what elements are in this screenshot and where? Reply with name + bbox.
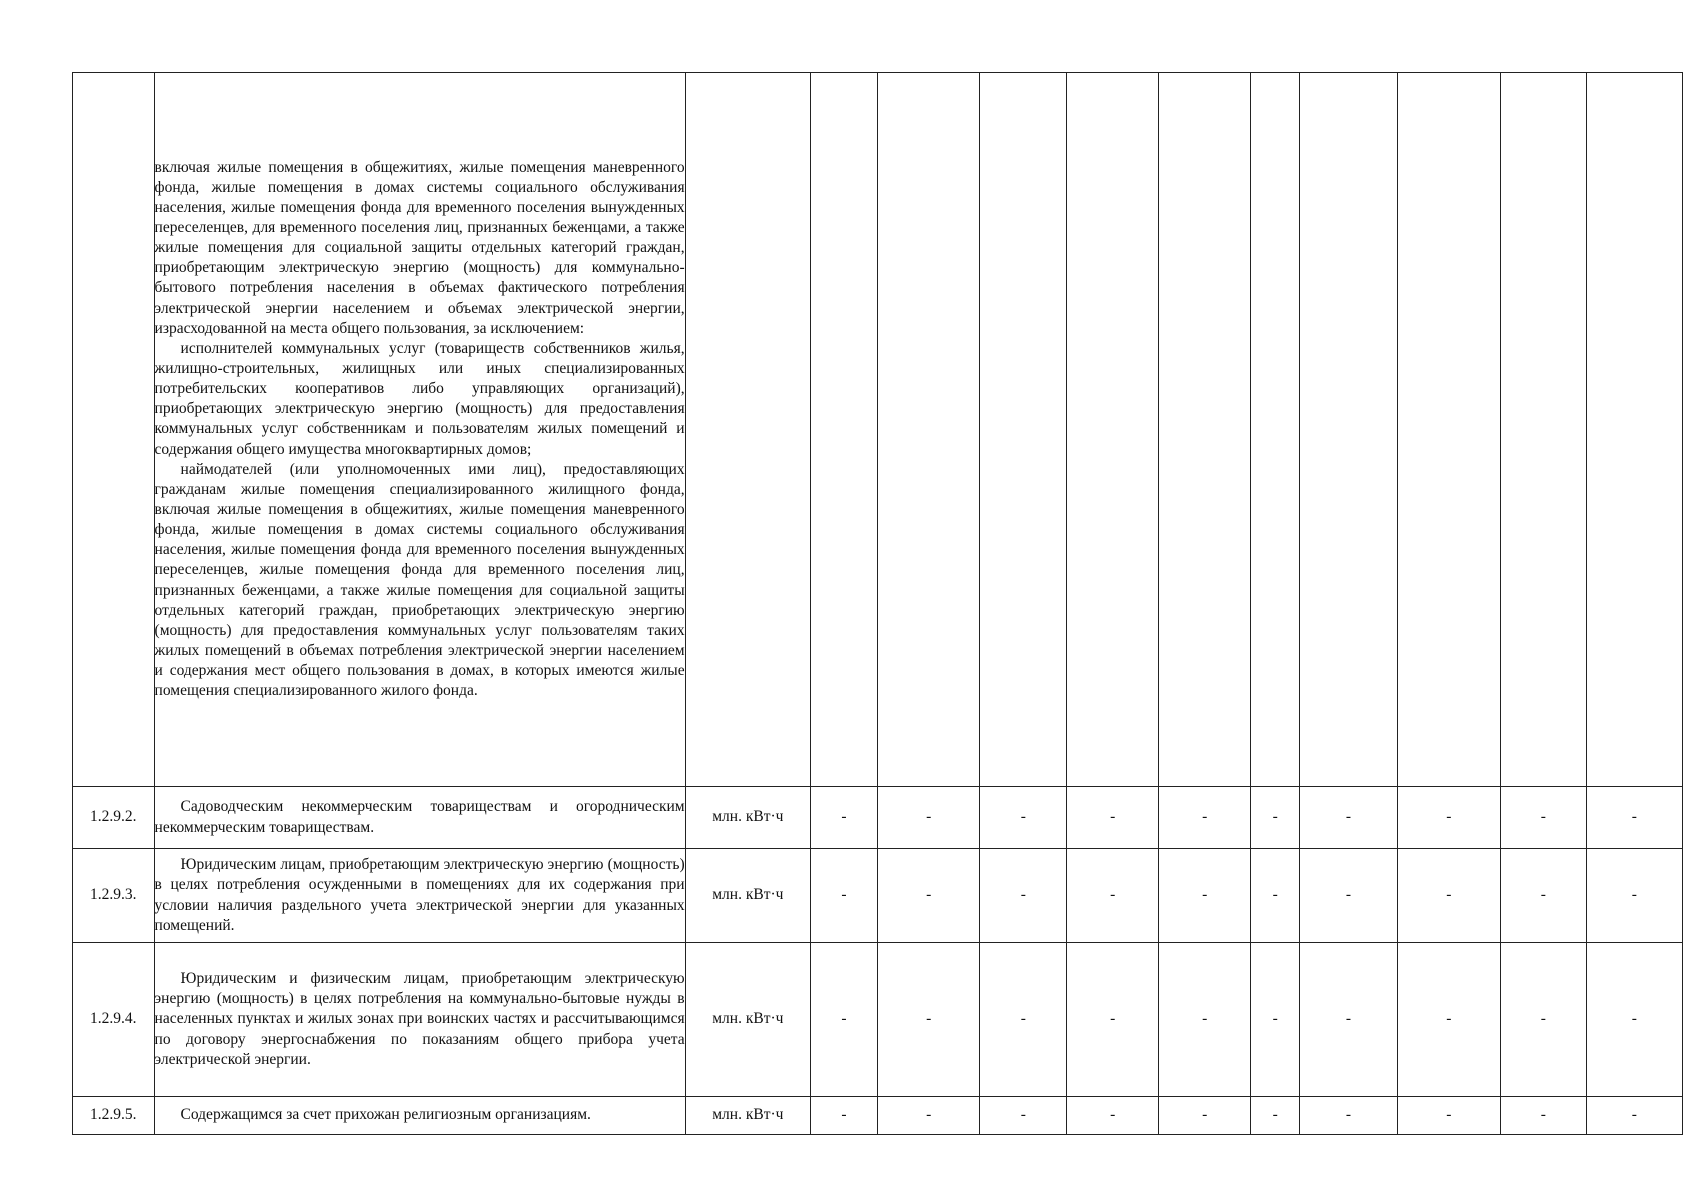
row-value: - bbox=[1501, 1097, 1587, 1135]
row-value: - bbox=[1159, 849, 1251, 943]
row-value: - bbox=[1159, 943, 1251, 1097]
row-number: 1.2.9.5. bbox=[73, 1097, 155, 1135]
row-description: Юридическим лицам, приобретающим электрическую энергию (мощность) в целях потребления осужденными в помещениях для их содержания при условии наличия раздельного учета электрической энергии для указанных помещений. bbox=[154, 849, 685, 943]
paragraph: наймодателей (или уполномоченных ими лиц), предоставляющих гражданам жилые помещения специализированного жилищного фонда, включая жилые помещения в общежитиях, жилые помещения маневренного фонда, жилые помещения в домах системы социального обслуживания населения, жилые помещения фонда для временного поселения вынужденных переселенцев, жилые помещения фонда для временного поселения лиц, признанных беженцами, а также жилые помещения для социальной защиты отдельных категорий граждан, приобретающих электрическую энергию (мощность) для предоставления коммунальных услуг пользователям таких жилых помещений в объемах потребления электрической энергии населением и содержания мест общего пользования в домах, в которых имеются жилые помещения специализированного жилого фонда. bbox=[154, 460, 685, 700]
row-value: - bbox=[1397, 787, 1500, 849]
table-row bbox=[73, 787, 1683, 849]
row-value: - bbox=[980, 787, 1067, 849]
row-number: 1.2.9.2. bbox=[73, 787, 155, 849]
row-value: - bbox=[1067, 787, 1159, 849]
value-cell bbox=[1586, 73, 1682, 787]
row-unit: млн. кВт·ч bbox=[685, 787, 810, 849]
unit-cell bbox=[685, 73, 810, 787]
row-value: - bbox=[1397, 849, 1500, 943]
value-cell bbox=[1159, 73, 1251, 787]
value-cell bbox=[1300, 73, 1397, 787]
row-value: - bbox=[877, 787, 979, 849]
row-value: - bbox=[1300, 1097, 1397, 1135]
value-cell bbox=[980, 73, 1067, 787]
row-value: - bbox=[1067, 1097, 1159, 1135]
row-value: - bbox=[877, 943, 979, 1097]
row-value: - bbox=[1501, 849, 1587, 943]
row-number-cell bbox=[73, 73, 155, 787]
paragraph: исполнителей коммунальных услуг (товариществ собственников жилья, жилищно-строительных, жилищных или иных специализированных потребительских кооперативов либо управляющих организаций), приобретающих электрическую энергию (мощность) для предоставления коммунальных услуг собственникам и пользователям жилых помещений и содержания общего имущества многоквартирных домов; bbox=[154, 339, 685, 458]
row-value: - bbox=[877, 849, 979, 943]
row-value: - bbox=[877, 1097, 979, 1135]
table-row bbox=[73, 849, 1683, 943]
value-cell bbox=[1501, 73, 1587, 787]
description-cell bbox=[154, 73, 685, 787]
row-value: - bbox=[1300, 943, 1397, 1097]
row-value: - bbox=[1251, 787, 1300, 849]
row-value: - bbox=[1251, 1097, 1300, 1135]
row-description: Садоводческим некоммерческим товариществам и огородническим некоммерческим товариществам. bbox=[154, 787, 685, 849]
row-value: - bbox=[1159, 1097, 1251, 1135]
row-value: - bbox=[1300, 849, 1397, 943]
value-cell bbox=[877, 73, 979, 787]
row-description: Содержащимся за счет прихожан религиозным организациям. bbox=[154, 1097, 685, 1135]
row-value: - bbox=[980, 1097, 1067, 1135]
row-value: - bbox=[811, 1097, 878, 1135]
value-cell bbox=[1251, 73, 1300, 787]
row-value: - bbox=[1067, 849, 1159, 943]
table-row bbox=[73, 943, 1683, 1097]
document-page bbox=[72, 72, 1683, 1135]
tariff-table bbox=[72, 72, 1683, 1135]
row-value: - bbox=[1501, 943, 1587, 1097]
row-value: - bbox=[980, 849, 1067, 943]
row-value: - bbox=[1397, 1097, 1500, 1135]
row-value: - bbox=[811, 787, 878, 849]
row-value: - bbox=[1586, 849, 1682, 943]
row-unit: млн. кВт·ч bbox=[685, 943, 810, 1097]
row-value: - bbox=[811, 849, 878, 943]
row-number: 1.2.9.4. bbox=[73, 943, 155, 1097]
value-cell bbox=[1397, 73, 1500, 787]
row-description: Юридическим и физическим лицам, приобретающим электрическую энергию (мощность) в целях потребления на коммунально-бытовые нужды в населенных пунктах и жилых зонах при воинских частях и рассчитывающимся по договору энергоснабжения по показаниям общего прибора учета электрической энергии. bbox=[154, 943, 685, 1097]
row-value: - bbox=[980, 943, 1067, 1097]
row-value: - bbox=[1586, 1097, 1682, 1135]
row-value: - bbox=[1586, 787, 1682, 849]
table-row bbox=[73, 1097, 1683, 1135]
row-value: - bbox=[1067, 943, 1159, 1097]
row-value: - bbox=[1251, 943, 1300, 1097]
row-value: - bbox=[1397, 943, 1500, 1097]
row-value: - bbox=[1300, 787, 1397, 849]
row-number: 1.2.9.3. bbox=[73, 849, 155, 943]
row-value: - bbox=[1586, 943, 1682, 1097]
row-value: - bbox=[811, 943, 878, 1097]
row-unit: млн. кВт·ч bbox=[685, 1097, 810, 1135]
continuation-row bbox=[73, 73, 1683, 787]
row-value: - bbox=[1159, 787, 1251, 849]
value-cell bbox=[811, 73, 878, 787]
row-unit: млн. кВт·ч bbox=[685, 849, 810, 943]
paragraph: включая жилые помещения в общежитиях, жилые помещения маневренного фонда, жилые помещения в домах системы социального обслуживания населения, жилые помещения фонда для временного поселения вынужденных переселенцев, для временного поселения лиц, признанных беженцами, а также жилые помещения для социальной защиты отдельных категорий граждан, приобретающим электрическую энергию (мощность) для коммунально-бытового потребления населения в объемах фактического потребления электрической энергии населением и объемах электрической энергии, израсходованной на места общего пользования, за исключением: bbox=[154, 158, 685, 337]
value-cell bbox=[1067, 73, 1159, 787]
row-value: - bbox=[1251, 849, 1300, 943]
row-value: - bbox=[1501, 787, 1587, 849]
